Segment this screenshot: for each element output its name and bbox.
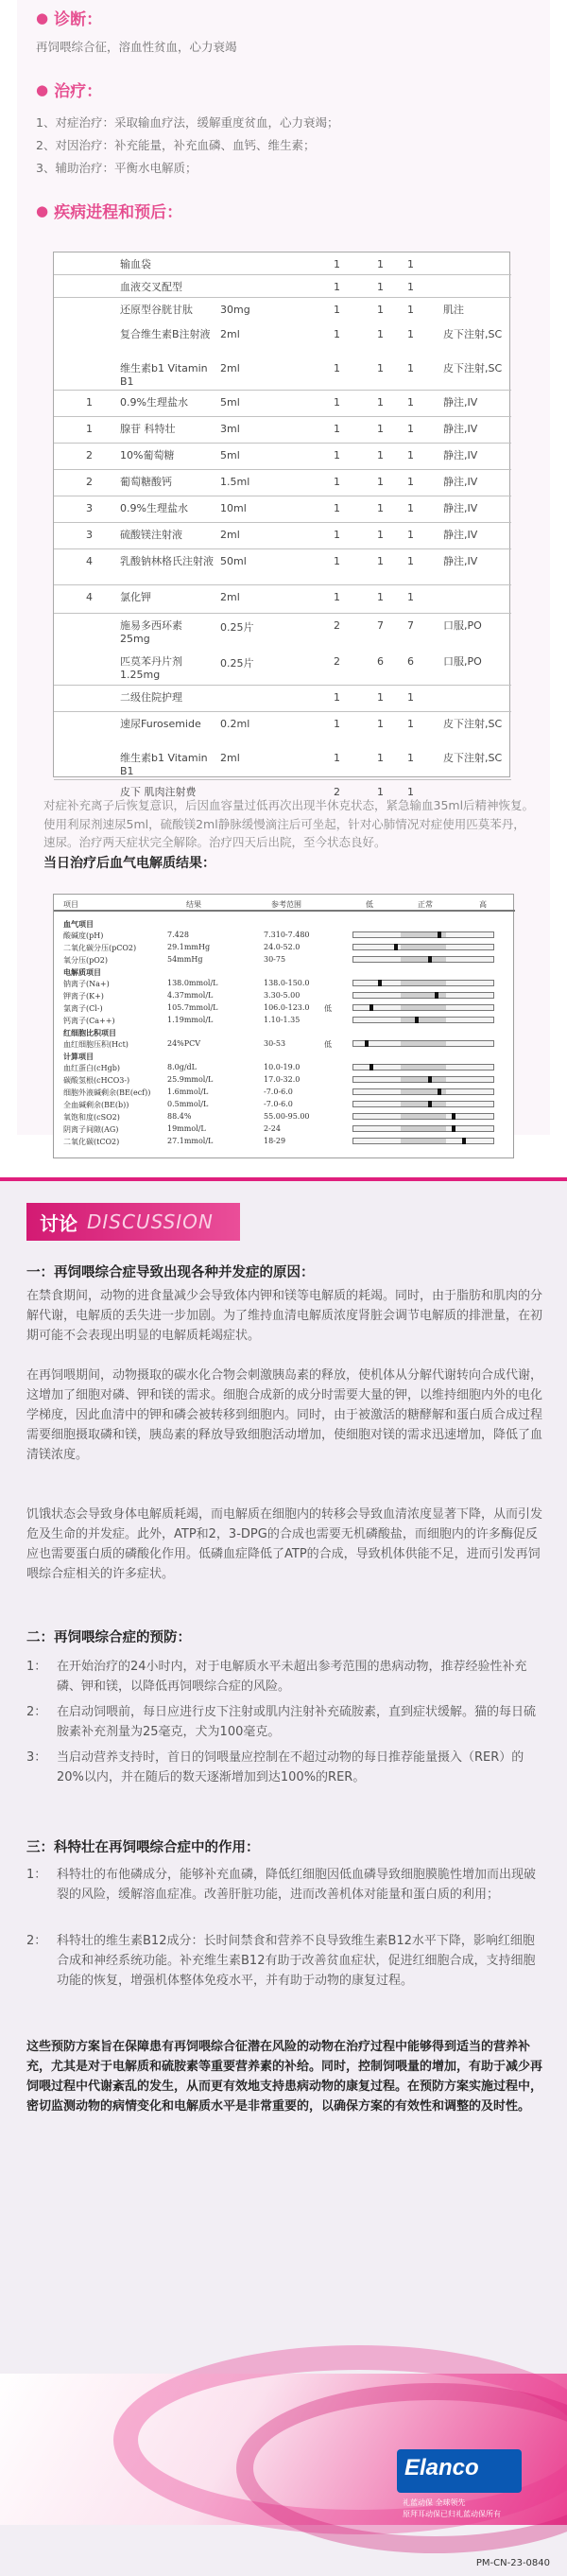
treatment-row bbox=[54, 304, 511, 322]
treatment-cell-c: 6 bbox=[407, 655, 414, 668]
treatment-cell-c: 1 bbox=[407, 752, 414, 764]
lab-item-result: 7.428 bbox=[167, 931, 189, 939]
lab-value-marker bbox=[394, 944, 398, 950]
footer-slogan: 礼蓝动保 全球领先 bbox=[403, 2498, 466, 2507]
lab-normal-range bbox=[401, 1065, 446, 1070]
lab-item-name: 氯离子(Cl-) bbox=[63, 1004, 103, 1013]
lab-value-marker bbox=[438, 1088, 441, 1095]
bullet-icon: ● bbox=[36, 80, 49, 98]
treatment-row bbox=[54, 476, 511, 496]
treatment-cell-a: 1 bbox=[334, 258, 340, 270]
treatment-cell-c: 1 bbox=[407, 786, 414, 798]
treatment-cell-a: 1 bbox=[334, 476, 340, 488]
treatment-cell-num: 4 bbox=[86, 555, 93, 567]
treatment-row bbox=[54, 655, 511, 686]
lab-item-result: 24%PCV bbox=[167, 1039, 201, 1048]
lab-item-ref: 7.310-7.480 bbox=[264, 931, 310, 939]
lab-value-marker bbox=[378, 980, 382, 986]
treatment-cell-num: 2 bbox=[86, 449, 93, 461]
lab-range-bar bbox=[352, 1017, 494, 1023]
lab-item-name: 二氧化碳分压(pCO2) bbox=[63, 944, 137, 952]
treatment-cell-b: 1 bbox=[377, 476, 384, 488]
lab-item-ref: 10.0-19.0 bbox=[264, 1063, 301, 1071]
lab-item-ref: -7.0-6.0 bbox=[264, 1088, 293, 1096]
lab-item-ref: -7.0-6.0 bbox=[264, 1100, 293, 1108]
lab-item-result: 54mmHg bbox=[167, 955, 203, 964]
treatment-row bbox=[54, 328, 511, 357]
lab-range-bar bbox=[352, 1004, 494, 1011]
treatment-cell-dose: 1.5ml bbox=[220, 476, 250, 488]
lab-row bbox=[54, 943, 515, 953]
lab-normal-range bbox=[401, 1102, 446, 1106]
treatment-cell-num: 4 bbox=[86, 591, 93, 603]
lab-range-bar bbox=[352, 1113, 494, 1120]
treatment-cell-a: 1 bbox=[334, 718, 340, 730]
lab-item-name: 计算项目 bbox=[63, 1052, 94, 1061]
treatment-cell-b: 1 bbox=[377, 691, 384, 704]
treatment-cell-name: 葡萄糖酸钙 bbox=[120, 476, 172, 488]
lab-item-ref: 138.0-150.0 bbox=[264, 979, 310, 987]
lab-range-bar bbox=[352, 931, 494, 938]
treatment-cell-num: 3 bbox=[86, 529, 93, 541]
treatment-cell-b: 1 bbox=[377, 328, 384, 340]
treatment-cell-b: 1 bbox=[377, 502, 384, 514]
treatment-cell-b: 1 bbox=[377, 449, 384, 461]
treatment-cell-c: 1 bbox=[407, 591, 414, 603]
treatment-cell-name: 血液交叉配型 bbox=[120, 281, 182, 293]
treatment-cell-dose: 10ml bbox=[220, 502, 247, 514]
lab-item-flag: 低 bbox=[324, 1040, 332, 1049]
treatment-cell-name: 维生素b1 Vitamin B1 bbox=[120, 752, 208, 777]
lab-value-marker bbox=[462, 1138, 466, 1144]
lab-value-marker bbox=[435, 992, 438, 999]
treatment-cell-route: 口服,PO bbox=[443, 619, 482, 632]
lab-header-ref: 参考范围 bbox=[271, 900, 301, 909]
lab-item-result: 27.1mmol/L bbox=[167, 1137, 214, 1145]
treatment-cell-b: 1 bbox=[377, 718, 384, 730]
treatment-cell-dose: 3ml bbox=[220, 423, 240, 435]
treatment-cell-dose: 2ml bbox=[220, 529, 240, 541]
discussion-paragraph: 在禁食期间，动物的进食量减少会导致体内钾和镁等电解质的耗竭。同时，由于脂肪和肌肉的分解代谢，电解质的丢失进一步加剧。为了维持血清电解质浓度肾脏会调节电解质的排泄量，在初期可能不会表现出明显的电解质耗竭症状。 bbox=[26, 1289, 543, 1343]
lab-header-row bbox=[54, 898, 515, 912]
lab-value-marker bbox=[428, 1101, 432, 1107]
treatment-cell-dose: 0.25片 bbox=[220, 621, 254, 634]
discussion-conclusion: 这些预防方案旨在保障患有再饲喂综合征潜在风险的动物在治疗过程中能够得到适当的营养补充，尤其是对于电解质和硫胺素等重要营养素的补给。同时，控制饲喂量的增加，有助于减少再饲喂过程中代谢紊乱的发生，从而更有效地支持患病动物的康复过程。在预防方案实施过程中，密切监测动物的病情变化和电解质水平是非常重要的，以确保方案的有效性和调整的及时性。 bbox=[26, 2040, 543, 2114]
lab-range-bar bbox=[352, 1101, 494, 1107]
lab-header-high: 高 bbox=[479, 900, 487, 909]
treatment-row bbox=[54, 718, 511, 746]
treatment-cell-dose: 2ml bbox=[220, 328, 240, 340]
lab-normal-range bbox=[401, 1005, 446, 1010]
treatment-heading-row bbox=[36, 78, 102, 101]
treatment-cell-a: 1 bbox=[334, 691, 340, 704]
lab-item-name: 钠离子(Na+) bbox=[63, 980, 110, 988]
lab-value-marker bbox=[365, 1040, 369, 1047]
treatment-cell-dose: 0.2ml bbox=[220, 718, 250, 730]
treatment-cell-num: 3 bbox=[86, 502, 93, 514]
treatment-cell-c: 1 bbox=[407, 502, 414, 514]
lab-item-result: 4.37mmol/L bbox=[167, 991, 214, 1000]
discussion-paragraph: 在再饲喂期间，动物摄取的碳水化合物会刺激胰岛素的释放，使机体从分解代谢转向合成代谢，这增加了细胞对磷、钾和镁的需求。细胞合成新的成分时需要大量的钾，以维持细胞内外的电化学梯度，因此血清中的钾和磷会被转移到细胞内。同时，由于被激活的糖酵解和蛋白质合成过程需要细胞摄取磷和镁，胰岛素的释放导致细胞活动增加，使细胞对镁的需求迅速增加，降低了血清镁浓度。 bbox=[26, 1368, 543, 1462]
lab-value-marker bbox=[415, 1017, 419, 1023]
lab-normal-range bbox=[401, 945, 446, 949]
lab-item-ref: 18-29 bbox=[264, 1137, 286, 1145]
treatment-cell-num: 1 bbox=[86, 423, 93, 435]
treatment-cell-name: 10%葡萄糖 bbox=[120, 449, 175, 461]
footer-slogan: 原拜耳动保已归礼蓝动保所有 bbox=[403, 2510, 501, 2518]
prevention-item-text: 当启动营养支持时，首日的饲喂量应控制在不超过动物的每日推荐能量摄入（RER）的20%以内，并在随后的数天逐渐增加到达100%的RER。 bbox=[57, 1750, 524, 1784]
treatment-cell-a: 1 bbox=[334, 423, 340, 435]
treatment-cell-a: 1 bbox=[334, 281, 340, 293]
role-item-number: 2： bbox=[26, 1934, 47, 1948]
lab-item-result: 8.0g/dL bbox=[167, 1063, 197, 1071]
progress-heading: 疾病进程和预后： bbox=[54, 203, 183, 222]
lab-item-name: 阴离子间隙(AG) bbox=[63, 1125, 119, 1134]
treatment-row bbox=[54, 752, 511, 780]
discussion-banner-en: DISCUSSION bbox=[87, 1210, 214, 1233]
lab-row bbox=[54, 1100, 515, 1110]
treatment-cell-b: 6 bbox=[377, 655, 384, 668]
treatment-cell-c: 1 bbox=[407, 362, 414, 374]
treatment-cell-route: 静注,IV bbox=[443, 529, 478, 541]
lab-value-marker bbox=[369, 1064, 373, 1070]
treatment-row bbox=[54, 423, 511, 444]
treatment-cell-route: 静注,IV bbox=[443, 502, 478, 514]
treatment-row bbox=[54, 449, 511, 470]
lab-normal-range bbox=[401, 1126, 446, 1131]
divider-band bbox=[0, 1177, 567, 1181]
bullet-icon: ● bbox=[36, 9, 49, 26]
treatment-cell-name: 速尿Furosemide bbox=[120, 718, 201, 730]
treatment-cell-name: 腺苷 科特壮 bbox=[120, 423, 176, 435]
lab-item-result: 1.19mmol/L bbox=[167, 1016, 214, 1024]
treatment-cell-b: 1 bbox=[377, 752, 384, 764]
lab-item-result: 25.9mmol/L bbox=[167, 1075, 214, 1084]
treatment-table bbox=[53, 252, 510, 798]
treatment-cell-name: 维生素b1 Vitamin B1 bbox=[120, 362, 208, 388]
treatment-cell-a: 1 bbox=[334, 591, 340, 603]
lab-item-result: 138.0mmol/L bbox=[167, 979, 218, 987]
treatment-cell-c: 1 bbox=[407, 258, 414, 270]
lab-row bbox=[54, 1003, 515, 1014]
lab-header-low: 低 bbox=[366, 900, 373, 909]
lab-row bbox=[54, 1039, 515, 1050]
treatment-row bbox=[54, 258, 511, 275]
lab-item-ref: 3.30-5.00 bbox=[264, 991, 301, 1000]
treatment-cell-c: 1 bbox=[407, 449, 414, 461]
treatment-row bbox=[54, 591, 511, 614]
discussion-banner bbox=[26, 1203, 240, 1241]
treatment-cell-c: 1 bbox=[407, 476, 414, 488]
lab-normal-range bbox=[401, 981, 446, 985]
lab-range-bar bbox=[352, 1138, 494, 1144]
treatment-row bbox=[54, 691, 511, 712]
treatment-cell-c: 1 bbox=[407, 423, 414, 435]
progress-paragraph: 对症补充离子后恢复意识，后因血容量过低再次出现半休克状态，紧急输血35ml后精神恢复。使用利尿剂速尿5ml，硫酸镁2ml静脉缓慢滴注后可坐起，针对心肺情况对症使用匹莫苯丹，速尿。治疗两天症状完全解除。治疗四天后出院，至今状态良好。 bbox=[43, 798, 535, 849]
treatment-cell-b: 1 bbox=[377, 423, 384, 435]
lab-item-flag: 低 bbox=[324, 1004, 332, 1013]
lab-item-ref: 1.10-1.35 bbox=[264, 1016, 301, 1024]
treatment-cell-c: 1 bbox=[407, 529, 414, 541]
treatment-cell-route: 皮下注射,SC bbox=[443, 362, 503, 374]
progress-heading-row bbox=[36, 199, 182, 222]
lab-item-result: 19mmol/L bbox=[167, 1124, 206, 1133]
lab-item-name: 电解质项目 bbox=[63, 967, 101, 977]
treatment-cell-route: 皮下注射,SC bbox=[443, 328, 503, 340]
treatment-item: 1、对症治疗：采取输血疗法，缓解重度贫血，心力衰竭； bbox=[36, 115, 339, 130]
lab-item-ref: 30-53 bbox=[264, 1039, 286, 1048]
treatment-row bbox=[54, 529, 511, 549]
lab-range-bar bbox=[352, 1076, 494, 1083]
lab-item-name: 钙离子(Ca++) bbox=[63, 1017, 115, 1025]
treatment-cell-a: 1 bbox=[334, 328, 340, 340]
lab-value-marker bbox=[452, 1125, 455, 1132]
treatment-cell-a: 1 bbox=[334, 529, 340, 541]
treatment-cell-c: 1 bbox=[407, 691, 414, 704]
treatment-cell-b: 1 bbox=[377, 281, 384, 293]
lab-item-ref: 24.0-52.0 bbox=[264, 943, 301, 951]
document-code: PM-CN-23-0840 bbox=[475, 2558, 550, 2568]
treatment-heading: 治疗： bbox=[54, 82, 103, 101]
lab-item-result: 88.4% bbox=[167, 1112, 192, 1121]
lab-row bbox=[54, 979, 515, 989]
treatment-cell-b: 1 bbox=[377, 591, 384, 603]
treatment-cell-name: 氯化钾 bbox=[120, 591, 151, 603]
prevention-item-number: 3： bbox=[26, 1750, 47, 1765]
treatment-cell-num: 1 bbox=[86, 396, 93, 409]
discussion-heading-prevention: 二：再饲喂综合症的预防： bbox=[26, 1630, 191, 1645]
lab-report bbox=[53, 894, 514, 1158]
treatment-cell-route: 肌注 bbox=[443, 304, 464, 316]
treatment-cell-route: 静注,IV bbox=[443, 476, 478, 488]
treatment-cell-a: 1 bbox=[334, 396, 340, 409]
lab-item-name: 氧分压(pO2) bbox=[63, 956, 109, 965]
treatment-cell-b: 1 bbox=[377, 396, 384, 409]
lab-item-name: 钾离子(K+) bbox=[63, 992, 104, 1001]
lab-range-bar bbox=[352, 944, 494, 950]
role-item-number: 1： bbox=[26, 1868, 47, 1882]
lab-item-ref: 17.0-32.0 bbox=[264, 1075, 301, 1084]
lab-title: 当日治疗后血气电解质结果： bbox=[43, 856, 215, 871]
treatment-cell-c: 1 bbox=[407, 555, 414, 567]
treatment-cell-route: 静注,IV bbox=[443, 555, 478, 567]
treatment-cell-route: 静注,IV bbox=[443, 449, 478, 461]
prevention-item-number: 2： bbox=[26, 1705, 47, 1719]
lab-value-marker bbox=[428, 1076, 432, 1083]
treatment-cell-dose: 2ml bbox=[220, 362, 240, 374]
lab-group-row bbox=[54, 967, 515, 978]
treatment-cell-dose: 2ml bbox=[220, 591, 240, 603]
lab-row bbox=[54, 1112, 515, 1123]
lab-range-bar bbox=[352, 1125, 494, 1132]
lab-item-ref: 106.0-123.0 bbox=[264, 1003, 310, 1012]
lab-item-name: 血气项目 bbox=[63, 919, 94, 929]
discussion-banner-zh: 讨论 bbox=[40, 1211, 77, 1235]
lab-item-ref: 2-24 bbox=[264, 1124, 281, 1133]
lab-normal-range bbox=[401, 957, 446, 962]
lab-row bbox=[54, 955, 515, 966]
treatment-cell-c: 1 bbox=[407, 328, 414, 340]
treatment-cell-a: 1 bbox=[334, 304, 340, 316]
treatment-cell-a: 1 bbox=[334, 449, 340, 461]
lab-normal-range bbox=[401, 993, 446, 998]
lab-item-ref: 30-75 bbox=[264, 955, 286, 964]
treatment-cell-name: 0.9%生理盐水 bbox=[120, 396, 188, 409]
treatment-cell-a: 2 bbox=[334, 786, 340, 798]
lab-item-name: 酸碱度(pH) bbox=[63, 931, 104, 940]
lab-normal-range bbox=[401, 1018, 446, 1022]
lab-row bbox=[54, 931, 515, 941]
prevention-item-number: 1： bbox=[26, 1660, 47, 1674]
treatment-cell-dose: 2ml bbox=[220, 752, 240, 764]
lab-group-row bbox=[54, 919, 515, 930]
role-item-text: 科特壮的维生素B12成分：长时间禁食和营养不良导致维生素B12水平下降，影响红细胞合成和神经系统功能。补充维生素B12有助于改善贫血症状，促进红细胞合成，支持细胞功能的恢复，增强机体整体免疫水平，并有助于动物的康复过程。 bbox=[57, 1934, 536, 1988]
treatment-cell-b: 1 bbox=[377, 304, 384, 316]
treatment-row bbox=[54, 555, 511, 585]
treatment-cell-a: 2 bbox=[334, 619, 340, 632]
treatment-cell-c: 7 bbox=[407, 619, 414, 632]
treatment-cell-b: 1 bbox=[377, 362, 384, 374]
lab-range-bar bbox=[352, 1088, 494, 1095]
treatment-cell-c: 1 bbox=[407, 304, 414, 316]
treatment-item: 2、对因治疗：补充能量，补充血磷、血钙、维生素； bbox=[36, 138, 316, 152]
treatment-cell-b: 1 bbox=[377, 555, 384, 567]
treatment-cell-c: 1 bbox=[407, 396, 414, 409]
treatment-cell-name: 还原型谷胱甘肽 bbox=[120, 304, 193, 316]
footer bbox=[0, 2374, 567, 2576]
lab-item-ref: 55.00-95.00 bbox=[264, 1112, 310, 1121]
role-item-text: 科特壮的布他磷成分，能够补充血磷，降低红细胞因低血磷导致细胞膜脆性增加而出现破裂的风险，缓解溶血症准。改善肝脏功能，进而改善机体对能量和蛋白质的利用； bbox=[57, 1868, 537, 1902]
treatment-cell-name: 匹莫苯丹片剂 1.25mg bbox=[120, 655, 182, 681]
treatment-cell-name: 二级住院护理 bbox=[120, 691, 182, 704]
treatment-cell-a: 1 bbox=[334, 752, 340, 764]
treatment-cell-b: 1 bbox=[377, 786, 384, 798]
discussion-heading-role: 三：科特壮在再饲喂综合症中的作用： bbox=[26, 1840, 260, 1855]
diagnosis-heading-row bbox=[36, 6, 102, 29]
lab-header-item: 项目 bbox=[63, 900, 78, 909]
prevention-item-text: 在启动饲喂前，每日应进行皮下注射或肌内注射补充硫胺素，直到症状缓解。猫的每日硫胺素补充剂量为25毫克，犬为100毫克。 bbox=[57, 1705, 537, 1739]
treatment-cell-route: 口服,PO bbox=[443, 655, 482, 668]
discussion-paragraph: 饥饿状态会导致身体电解质耗竭，而电解质在细胞内的转移会导致血清浓度显著下降，从而引发危及生命的并发症。此外，ATP和2，3-DPG的合成也需要无机磷酸盐，而细胞内的许多酶促反应也需要蛋白质的磷酸化作用。低磷血症降低了ATP的合成，导致机体供能不足，进而引发再饲喂综合症相关的许多症状。 bbox=[26, 1507, 543, 1581]
lab-row bbox=[54, 991, 515, 1001]
treatment-cell-route: 皮下注射,SC bbox=[443, 752, 503, 764]
treatment-cell-name: 乳酸钠林格氏注射液 bbox=[120, 555, 214, 567]
lab-value-marker bbox=[438, 931, 441, 938]
lab-item-result: 1.6mmol/L bbox=[167, 1088, 209, 1096]
treatment-cell-name: 施易多西环素 25mg bbox=[120, 619, 182, 645]
treatment-cell-route: 静注,IV bbox=[443, 396, 478, 409]
treatment-cell-a: 1 bbox=[334, 362, 340, 374]
lab-range-bar bbox=[352, 956, 494, 963]
lab-item-name: 血红蛋白(cHgb) bbox=[63, 1064, 120, 1072]
treatment-cell-dose: 5ml bbox=[220, 396, 240, 409]
treatment-cell-a: 1 bbox=[334, 555, 340, 567]
treatment-cell-b: 1 bbox=[377, 258, 384, 270]
lab-range-bar bbox=[352, 1040, 494, 1047]
lab-item-name: 全血碱剩余(BE(b)) bbox=[63, 1101, 129, 1109]
lab-range-bar bbox=[352, 992, 494, 999]
bullet-icon: ● bbox=[36, 201, 49, 219]
treatment-cell-c: 1 bbox=[407, 281, 414, 293]
lab-item-result: 0.5mmol/L bbox=[167, 1100, 209, 1108]
treatment-cell-route: 皮下注射,SC bbox=[443, 718, 503, 730]
lab-normal-range bbox=[401, 1139, 446, 1143]
treatment-cell-name: 输血袋 bbox=[120, 258, 151, 270]
lab-row bbox=[54, 1137, 515, 1147]
lab-row bbox=[54, 1124, 515, 1135]
treatment-cell-route: 静注,IV bbox=[443, 423, 478, 435]
treatment-cell-name: 复合维生素B注射液 bbox=[120, 328, 211, 340]
lab-value-marker bbox=[452, 1113, 455, 1120]
treatment-cell-b: 1 bbox=[377, 529, 384, 541]
treatment-cell-dose: 5ml bbox=[220, 449, 240, 461]
lab-row bbox=[54, 1063, 515, 1073]
lab-item-result: 105.7mmol/L bbox=[167, 1003, 218, 1012]
treatment-cell-num: 2 bbox=[86, 476, 93, 488]
lab-header-result: 结果 bbox=[186, 900, 201, 909]
elanco-logo: Elanco bbox=[404, 2455, 479, 2480]
lab-range-bar bbox=[352, 980, 494, 986]
prevention-item-text: 在开始治疗的24小时内，对于电解质水平未超出参考范围的患病动物，推荐经验性补充磷、钾和镁，以降低再饲喂综合症的风险。 bbox=[57, 1660, 527, 1694]
lab-item-name: 碳酸氢根(cHCO3-) bbox=[63, 1076, 130, 1085]
lab-item-name: 氧饱和度(cSO2) bbox=[63, 1113, 120, 1122]
treatment-row bbox=[54, 281, 511, 298]
lab-item-name: 二氧化碳(tCO2) bbox=[63, 1138, 120, 1146]
diagnosis-text: 再饲喂综合征，溶血性贫血，心力衰竭 bbox=[36, 40, 237, 54]
treatment-cell-a: 1 bbox=[334, 502, 340, 514]
diagnosis-heading: 诊断： bbox=[54, 10, 103, 29]
lab-normal-range bbox=[401, 1114, 446, 1119]
lab-row bbox=[54, 1088, 515, 1098]
treatment-cell-dose: 0.25片 bbox=[220, 657, 254, 670]
lab-item-name: 红细胞比积项目 bbox=[63, 1028, 116, 1037]
treatment-row bbox=[54, 396, 511, 417]
lab-value-marker bbox=[428, 956, 432, 963]
treatment-item: 3、辅助治疗：平衡水电解质； bbox=[36, 161, 198, 175]
treatment-row bbox=[54, 619, 511, 650]
treatment-cell-dose: 50ml bbox=[220, 555, 247, 567]
treatment-row bbox=[54, 502, 511, 523]
lab-value-marker bbox=[369, 1004, 373, 1011]
treatment-cell-b: 7 bbox=[377, 619, 384, 632]
lab-item-name: 细胞外液碱剩余(BE(ecf)) bbox=[63, 1088, 151, 1097]
lab-normal-range bbox=[401, 1077, 446, 1082]
lab-header-normal: 正常 bbox=[418, 900, 433, 909]
discussion-heading-causes: 一：再饲喂综合症导致出现各种并发症的原因： bbox=[26, 1265, 315, 1280]
treatment-cell-name: 硫酸镁注射液 bbox=[120, 529, 182, 541]
treatment-row bbox=[54, 362, 511, 391]
treatment-cell-dose: 30mg bbox=[220, 304, 250, 316]
lab-normal-range bbox=[401, 1041, 446, 1046]
lab-item-result: 29.1mmHg bbox=[167, 943, 211, 951]
lab-row bbox=[54, 1016, 515, 1026]
lab-group-row bbox=[54, 1028, 515, 1038]
treatment-cell-c: 1 bbox=[407, 718, 414, 730]
lab-item-name: 血红细胞压积(Hct) bbox=[63, 1040, 129, 1049]
treatment-cell-a: 2 bbox=[334, 655, 340, 668]
lab-range-bar bbox=[352, 1064, 494, 1070]
treatment-cell-name: 0.9%生理盐水 bbox=[120, 502, 188, 514]
lab-row bbox=[54, 1075, 515, 1086]
lab-group-row bbox=[54, 1052, 515, 1062]
treatment-cell-name: 皮下 肌肉注射费 bbox=[120, 786, 197, 798]
